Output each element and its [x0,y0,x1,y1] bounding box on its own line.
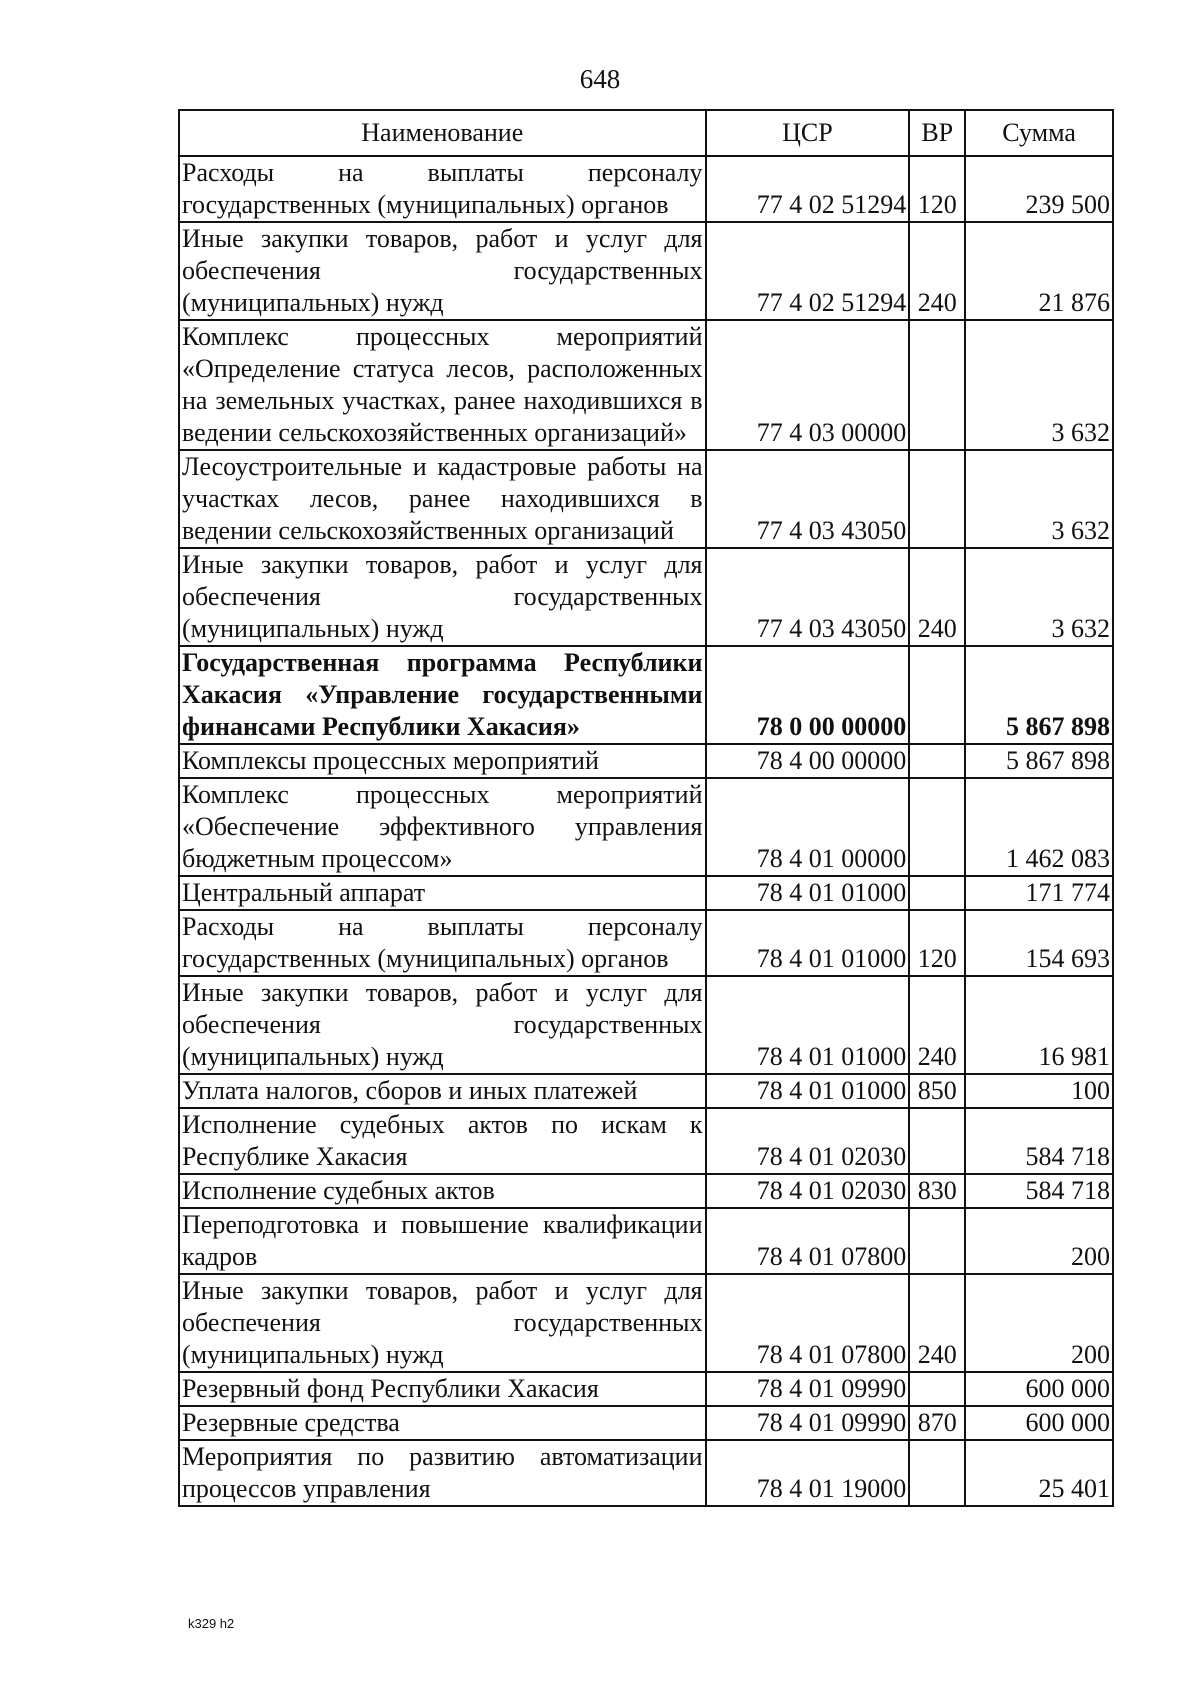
row-sum-cell: 584 718 [965,1108,1113,1174]
row-csr-cell: 78 4 01 01000 [706,976,910,1074]
table-row [179,1174,1113,1208]
row-sum-cell: 25 401 [965,1440,1113,1506]
table-row [179,222,1113,320]
table-row [179,1440,1113,1506]
row-csr-cell: 78 4 00 00000 [706,744,910,778]
row-name-cell: Исполнение судебных актов по искам к Республике Хакасия [179,1108,706,1174]
row-csr-cell: 77 4 02 51294 [706,156,910,222]
row-sum-cell: 239 500 [965,156,1113,222]
row-vr-cell: 240 [909,1274,965,1372]
footer-code: k329 h2 [188,1616,235,1631]
row-name-cell: Комплекс процессных мероприятий «Определение статуса лесов, расположенных на земельных участках, ранее находившихся в ведении сельскохозяйственных организаций» [179,320,706,450]
row-vr-cell: 240 [909,976,965,1074]
row-csr-cell: 78 4 01 02030 [706,1174,910,1208]
row-vr-cell: 240 [909,548,965,646]
table-row [179,1208,1113,1274]
table-row [179,1108,1113,1174]
row-vr-cell: 240 [909,222,965,320]
row-vr-cell [909,450,965,548]
row-csr-cell: 77 4 03 43050 [706,548,910,646]
row-sum-cell: 3 632 [965,320,1113,450]
row-sum-cell: 200 [965,1274,1113,1372]
table-row [179,876,1113,910]
row-name-cell: Мероприятия по развитию автоматизации процессов управления [179,1440,706,1506]
row-name-cell: Иные закупки товаров, работ и услуг для обеспечения государственных (муниципальных) нужд [179,1274,706,1372]
row-name-cell: Расходы на выплаты персоналу государственных (муниципальных) органов [179,156,706,222]
row-vr-cell [909,320,965,450]
row-vr-cell: 830 [909,1174,965,1208]
row-vr-cell: 120 [909,910,965,976]
row-vr-cell [909,646,965,744]
row-sum-cell: 584 718 [965,1174,1113,1208]
row-vr-cell: 850 [909,1074,965,1108]
row-sum-cell: 5 867 898 [965,744,1113,778]
row-name-cell: Расходы на выплаты персоналу государственных (муниципальных) органов [179,910,706,976]
row-sum-cell: 200 [965,1208,1113,1274]
row-name-cell: Лесоустроительные и кадастровые работы на участках лесов, ранее находившихся в ведении сельскохозяйственных организаций [179,450,706,548]
table-row [179,1274,1113,1372]
row-sum-cell: 100 [965,1074,1113,1108]
row-csr-cell: 78 4 01 19000 [706,1440,910,1506]
row-csr-cell: 77 4 03 43050 [706,450,910,548]
table-body [179,156,1113,1506]
row-csr-cell: 78 4 01 02030 [706,1108,910,1174]
row-sum-cell: 600 000 [965,1372,1113,1406]
row-vr-cell [909,876,965,910]
header-vr: ВР [909,110,965,156]
table-row [179,1406,1113,1440]
row-csr-cell: 78 4 01 01000 [706,1074,910,1108]
row-name-cell: Исполнение судебных актов [179,1174,706,1208]
row-name-cell: Иные закупки товаров, работ и услуг для обеспечения государственных (муниципальных) нужд [179,548,706,646]
row-csr-cell: 78 4 01 07800 [706,1208,910,1274]
row-vr-cell: 870 [909,1406,965,1440]
row-vr-cell [909,1372,965,1406]
row-name-cell: Резервные средства [179,1406,706,1440]
row-name-cell: Государственная программа Республики Хакасия «Управление государственными финансами Республики Хакасия» [179,646,706,744]
table-row [179,778,1113,876]
table-row [179,1372,1113,1406]
row-sum-cell: 5 867 898 [965,646,1113,744]
row-csr-cell: 78 4 01 00000 [706,778,910,876]
row-sum-cell: 21 876 [965,222,1113,320]
row-sum-cell: 154 693 [965,910,1113,976]
table-row [179,910,1113,976]
row-vr-cell [909,1440,965,1506]
row-vr-cell [909,778,965,876]
page-number: 648 [579,64,621,94]
row-name-cell: Переподготовка и повышение квалификации кадров [179,1208,706,1274]
table-row [179,320,1113,450]
row-csr-cell: 78 4 01 01000 [706,910,910,976]
row-name-cell: Иные закупки товаров, работ и услуг для обеспечения государственных (муниципальных) нужд [179,976,706,1074]
row-vr-cell [909,1208,965,1274]
table-row [179,1074,1113,1108]
row-csr-cell: 77 4 03 00000 [706,320,910,450]
table-header-row [179,110,1113,156]
row-csr-cell: 78 4 01 09990 [706,1406,910,1440]
row-sum-cell: 16 981 [965,976,1113,1074]
row-csr-cell: 78 0 00 00000 [706,646,910,744]
row-name-cell: Комплексы процессных мероприятий [179,744,706,778]
row-vr-cell [909,1108,965,1174]
row-name-cell: Резервный фонд Республики Хакасия [179,1372,706,1406]
row-csr-cell: 78 4 01 07800 [706,1274,910,1372]
row-sum-cell: 171 774 [965,876,1113,910]
table-row [179,744,1113,778]
table-row [179,548,1113,646]
row-sum-cell: 3 632 [965,548,1113,646]
table-row [179,450,1113,548]
table-row [179,156,1113,222]
row-csr-cell: 77 4 02 51294 [706,222,910,320]
row-name-cell: Уплата налогов, сборов и иных платежей [179,1074,706,1108]
table-row [179,976,1113,1074]
row-csr-cell: 78 4 01 01000 [706,876,910,910]
header-csr: ЦСР [706,110,910,156]
row-sum-cell: 600 000 [965,1406,1113,1440]
budget-table [178,109,1114,1507]
row-sum-cell: 1 462 083 [965,778,1113,876]
row-vr-cell: 120 [909,156,965,222]
row-name-cell: Иные закупки товаров, работ и услуг для обеспечения государственных (муниципальных) нужд [179,222,706,320]
row-vr-cell [909,744,965,778]
header-name: Наименование [179,110,706,156]
row-csr-cell: 78 4 01 09990 [706,1372,910,1406]
row-sum-cell: 3 632 [965,450,1113,548]
row-name-cell: Комплекс процессных мероприятий «Обеспечение эффективного управления бюджетным процессом» [179,778,706,876]
header-sum: Сумма [965,110,1113,156]
row-name-cell: Центральный аппарат [179,876,706,910]
table-row [179,646,1113,744]
